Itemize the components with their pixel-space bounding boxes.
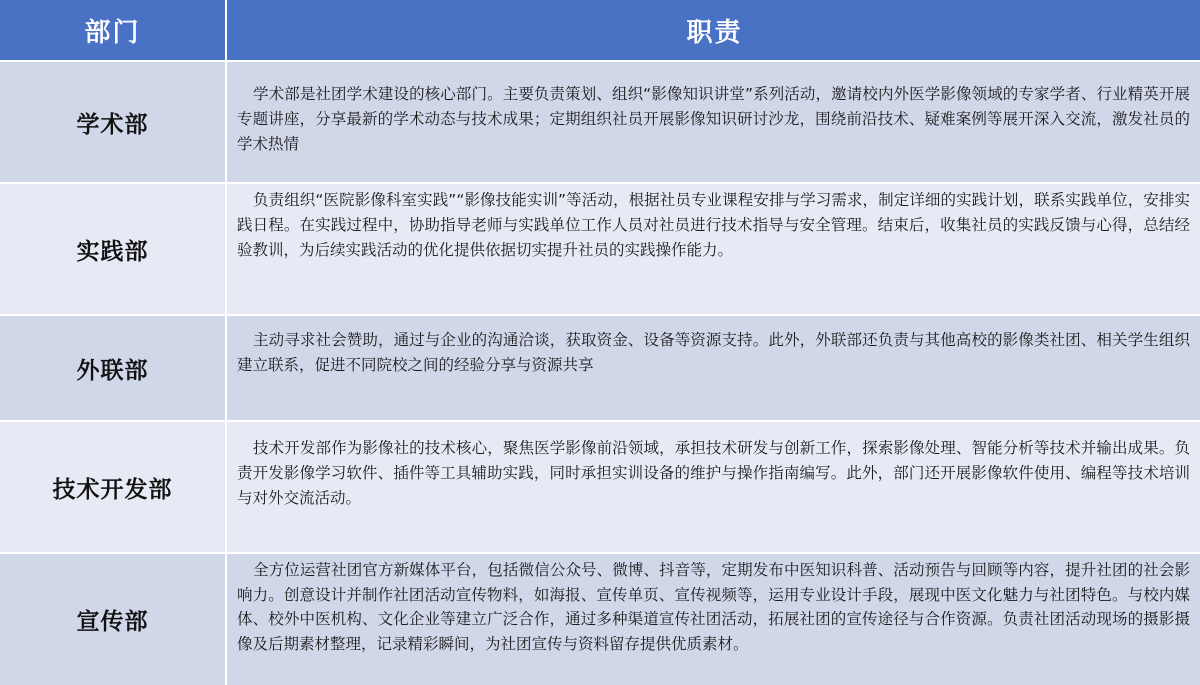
row-duty: 技术开发部作为影像社的技术核心，聚焦医学影像前沿领域，承担技术研发与创新工作，探索影像处理、智能分析等技术并输出成果。负责开发影像学习软件、插件等工具辅助实践，同时承担实训设备的维护与操作指南编写。此外，部门还开展影像软件使用、编程等技术培训与对外交流活动。	[227, 422, 1200, 552]
row-duty: 学术部是社团学术建设的核心部门。主要负责策划、组织“影像知识讲堂”系列活动，邀请校内外医学影像领域的专家学者、行业精英开展专题讲座，分享最新的学术动态与技术成果；定期组织社员开展影像知识研讨沙龙，围绕前沿技术、疑难案例等展开深入交流，激发社员的学术热情	[227, 62, 1200, 182]
row-department: 宣传部	[0, 554, 225, 685]
header-department: 部门	[0, 0, 225, 60]
row-department: 实践部	[0, 184, 225, 314]
row-duty: 负责组织“医院影像科室实践”“影像技能实训”等活动，根据社员专业课程安排与学习需求，制定详细的实践计划，联系实践单位，安排实践日程。在实践过程中，协助指导老师与实践单位工作人员对社员进行技术指导与安全管理。结束后，收集社员的实践反馈与心得，总结经验教训，为后续实践活动的优化提供依据切实提升社员的实践操作能力。	[227, 184, 1200, 314]
row-department: 技术开发部	[0, 422, 225, 552]
row-duty: 主动寻求社会赞助，通过与企业的沟通洽谈，获取资金、设备等资源支持。此外，外联部还负责与其他高校的影像类社团、相关学生组织建立联系，促进不同院校之间的经验分享与资源共享	[227, 316, 1200, 420]
row-duty: 全方位运营社团官方新媒体平台，包括微信公众号、微博、抖音等，定期发布中医知识科普、活动预告与回顾等内容，提升社团的社会影响力。创意设计并制作社团活动宣传物料，如海报、宣传单页、宣传视频等，运用专业设计手段，展现中医文化魅力与社团特色。与校内媒体、校外中医机构、文化企业等建立广泛合作，通过多种渠道宣传社团活动，拓展社团的宣传途径与合作资源。负责社团活动现场的摄影摄像及后期素材整理，记录精彩瞬间，为社团宣传与资料留存提供优质素材。	[227, 554, 1200, 685]
header-duty: 职责	[227, 0, 1200, 60]
row-department: 学术部	[0, 62, 225, 182]
row-department: 外联部	[0, 316, 225, 420]
